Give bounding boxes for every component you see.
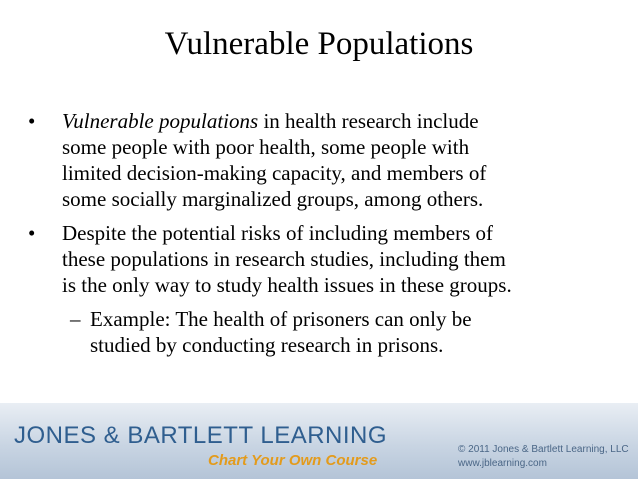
publisher-tagline: Chart Your Own Course	[208, 452, 378, 469]
bullet-text: in health research include	[258, 109, 479, 133]
slide-title: Vulnerable Populations	[164, 26, 474, 62]
italic-term: Vulnerable populations	[62, 109, 259, 133]
bullet-item	[26, 220, 622, 298]
bullet-line: some socially marginalized groups, among others.	[62, 187, 484, 211]
bullet-line: some people with poor health, some people with	[62, 135, 470, 159]
bullet-line	[62, 108, 622, 134]
bullet-line: is the only way to study health issues in these groups.	[62, 273, 512, 297]
sub-bullet-marker: –	[70, 307, 81, 331]
copyright-text: © 2011 Jones & Bartlett Learning, LLC	[458, 444, 629, 455]
bullet-line: Despite the potential risks of including members of	[62, 221, 493, 245]
bullet-item	[26, 108, 622, 212]
website-text: www.jblearning.com	[458, 458, 547, 469]
sub-bullet-line: Example: The health of prisoners can only be	[90, 307, 472, 331]
bullet-line: these populations in research studies, including them	[62, 247, 506, 271]
sub-bullet-item	[26, 306, 622, 358]
sub-bullet-line: studied by conducting research in prisons.	[90, 333, 444, 357]
copyright-block	[458, 443, 629, 471]
slide-content	[26, 108, 622, 358]
publisher-logo-text: JONES & BARTLETT LEARNING	[14, 422, 388, 449]
footer-banner	[0, 403, 638, 479]
bullet-line: limited decision-making capacity, and members of	[62, 161, 487, 185]
bullet-marker: •	[28, 109, 36, 133]
bullet-marker: •	[28, 221, 36, 245]
